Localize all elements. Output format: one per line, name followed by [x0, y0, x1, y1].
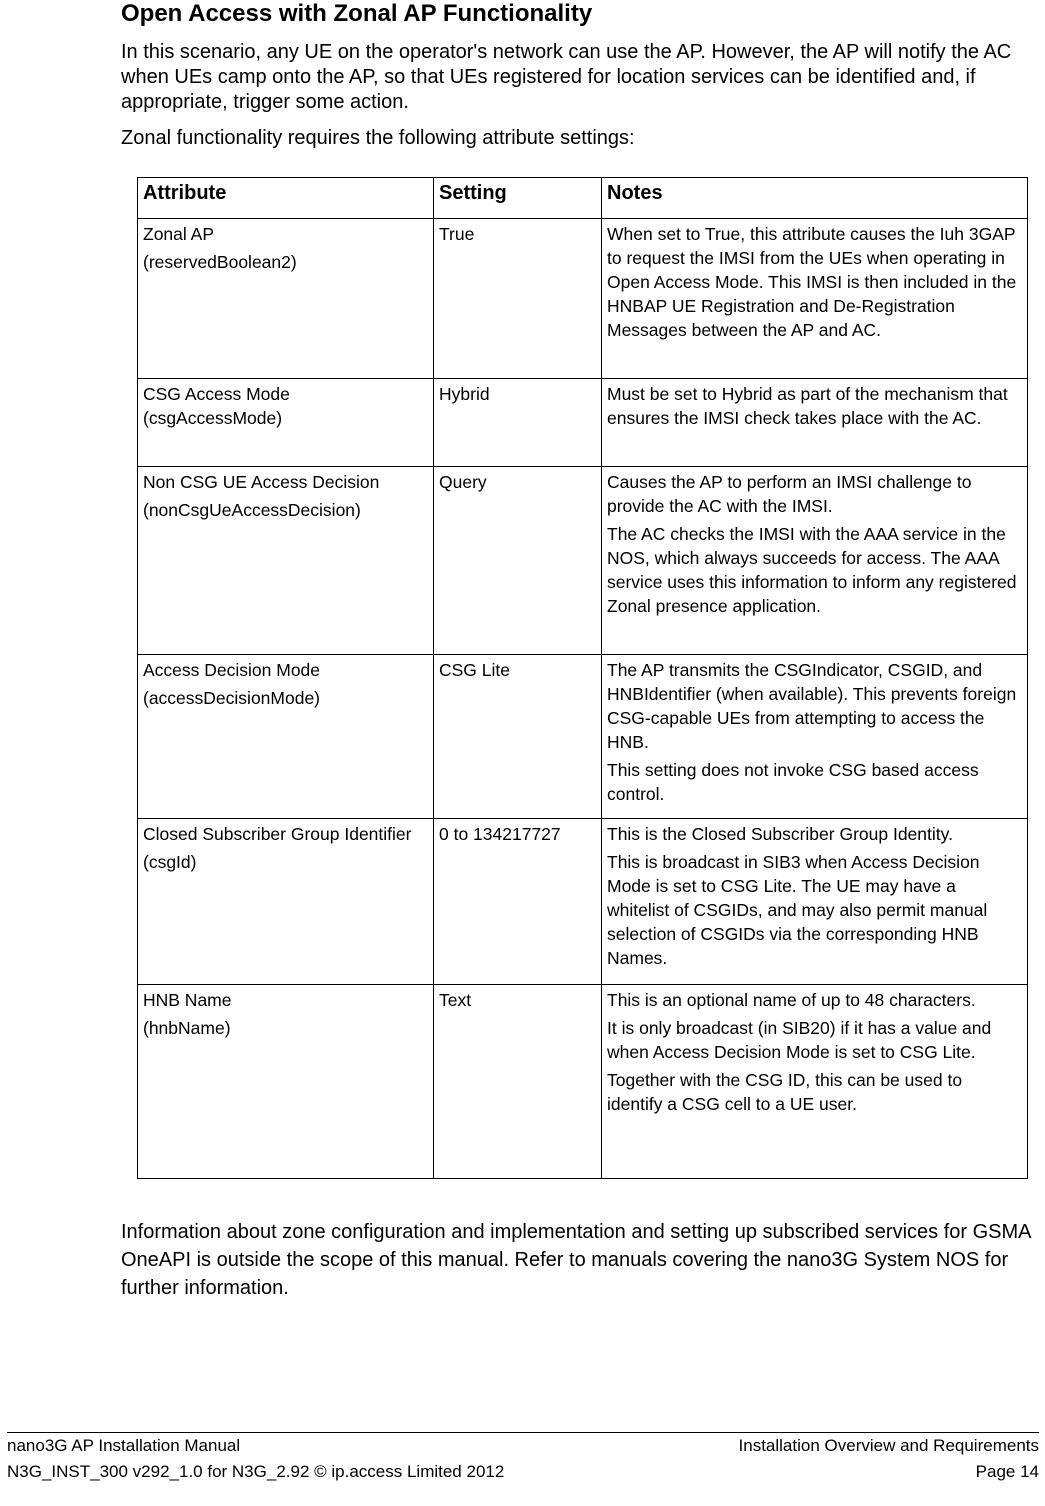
- notes-cell: [602, 819, 1028, 985]
- attribute-name: HNB Name: [143, 990, 232, 1010]
- section-title: Open Access with Zonal AP Functionality: [121, 0, 593, 27]
- chapter-title: Installation Overview and Requirements: [738, 1436, 1039, 1455]
- setting-cell: True: [434, 219, 602, 379]
- notes-text: When set to True, this attribute causes the Iuh 3GAP to request the IMSI from the UEs when operating in Open Access Mode. This IMSI is then included in the HNBAP UE Registration and De-Registration Messages between the AP and AC.: [607, 224, 1017, 340]
- footer-row: [7, 1459, 1039, 1485]
- footer-row: [7, 1433, 1039, 1459]
- table-header-row: [138, 178, 1028, 219]
- attribute-param: (nonCsgUeAccessDecision): [143, 500, 361, 520]
- attribute-name: CSG Access Mode (csgAccessMode): [143, 384, 290, 428]
- table-row: [138, 219, 1028, 379]
- document-id: N3G_INST_300 v292_1.0 for N3G_2.92 © ip.access Limited 2012: [7, 1462, 505, 1481]
- table-row: [138, 819, 1028, 985]
- page-number: Page 14: [975, 1462, 1039, 1481]
- notes-text: This setting does not invoke CSG based access control.: [607, 760, 979, 804]
- notes-cell: [602, 379, 1028, 467]
- closing-paragraph: Information about zone configuration and implementation and setting up subscribed services for GSMA OneAPI is outside the scope of this manual. Refer to manuals covering the nano3G System NOS for further information.: [121, 1221, 1031, 1299]
- notes-text: The AC checks the IMSI with the AAA service in the NOS, which always succeeds for access. The AAA service uses this information to inform any registered Zonal presence application.: [607, 524, 1017, 616]
- notes-cell: [602, 655, 1028, 819]
- attribute-settings-table: [137, 177, 1028, 1179]
- header-attribute: Attribute: [138, 178, 434, 219]
- attribute-name: Access Decision Mode: [143, 660, 321, 680]
- attribute-cell: [138, 819, 434, 985]
- setting-cell: 0 to 134217727: [434, 819, 602, 985]
- setting-cell: CSG Lite: [434, 655, 602, 819]
- table-row: [138, 985, 1028, 1179]
- header-notes: Notes: [602, 178, 1028, 219]
- attribute-cell: [138, 985, 434, 1179]
- header-setting: Setting: [434, 178, 602, 219]
- attribute-param: (hnbName): [143, 1018, 231, 1038]
- attribute-name: Zonal AP: [143, 224, 215, 244]
- table-row: [138, 655, 1028, 819]
- notes-cell: [602, 985, 1028, 1179]
- notes-text: This is an optional name of up to 48 characters.: [607, 990, 976, 1010]
- attribute-cell: [138, 467, 434, 655]
- attribute-cell: [138, 655, 434, 819]
- attribute-name: Non CSG UE Access Decision: [143, 472, 380, 492]
- manual-title: nano3G AP Installation Manual: [7, 1436, 241, 1455]
- attribute-cell: [138, 379, 434, 467]
- table-row: [138, 379, 1028, 467]
- setting-cell: Query: [434, 467, 602, 655]
- notes-text: Together with the CSG ID, this can be used to identify a CSG cell to a UE user.: [607, 1070, 963, 1114]
- notes-cell: [602, 467, 1028, 655]
- notes-cell: [602, 219, 1028, 379]
- lead-paragraph: Zonal functionality requires the following attribute settings:: [121, 127, 635, 149]
- attribute-cell: [138, 219, 434, 379]
- intro-paragraph: In this scenario, any UE on the operator's network can use the AP. However, the AP will notify the AC when UEs camp onto the AP, so that UEs registered for location services can be identified and, if appropriate, trigger some action.: [121, 41, 1012, 113]
- notes-text: This is broadcast in SIB3 when Access Decision Mode is set to CSG Lite. The UE may have a whitelist of CSGIDs, and may also permit manual selection of CSGIDs via the corresponding HNB Names.: [607, 852, 988, 968]
- section: [121, 0, 1039, 151]
- table-row: [138, 467, 1028, 655]
- notes-text: This is the Closed Subscriber Group Identity.: [607, 824, 953, 844]
- attribute-param: (accessDecisionMode): [143, 688, 321, 708]
- notes-text: It is only broadcast (in SIB20) if it has a value and when Access Decision Mode is set to CSG Lite.: [607, 1018, 992, 1062]
- attribute-param: (csgId): [143, 852, 197, 872]
- notes-text: Causes the AP to perform an IMSI challenge to provide the AC with the IMSI.: [607, 472, 972, 516]
- notes-text: Must be set to Hybrid as part of the mechanism that ensures the IMSI check takes place with the AC.: [607, 384, 1008, 428]
- setting-cell: Hybrid: [434, 379, 602, 467]
- page-footer: [7, 1432, 1039, 1485]
- notes-text: The AP transmits the CSGIndicator, CSGID, and HNBIdentifier (when available). This prevents foreign CSG-capable UEs from attempting to access the HNB.: [607, 660, 1017, 752]
- setting-cell: Text: [434, 985, 602, 1179]
- attribute-param: (reservedBoolean2): [143, 252, 297, 272]
- attribute-name: Closed Subscriber Group Identifier: [143, 824, 412, 844]
